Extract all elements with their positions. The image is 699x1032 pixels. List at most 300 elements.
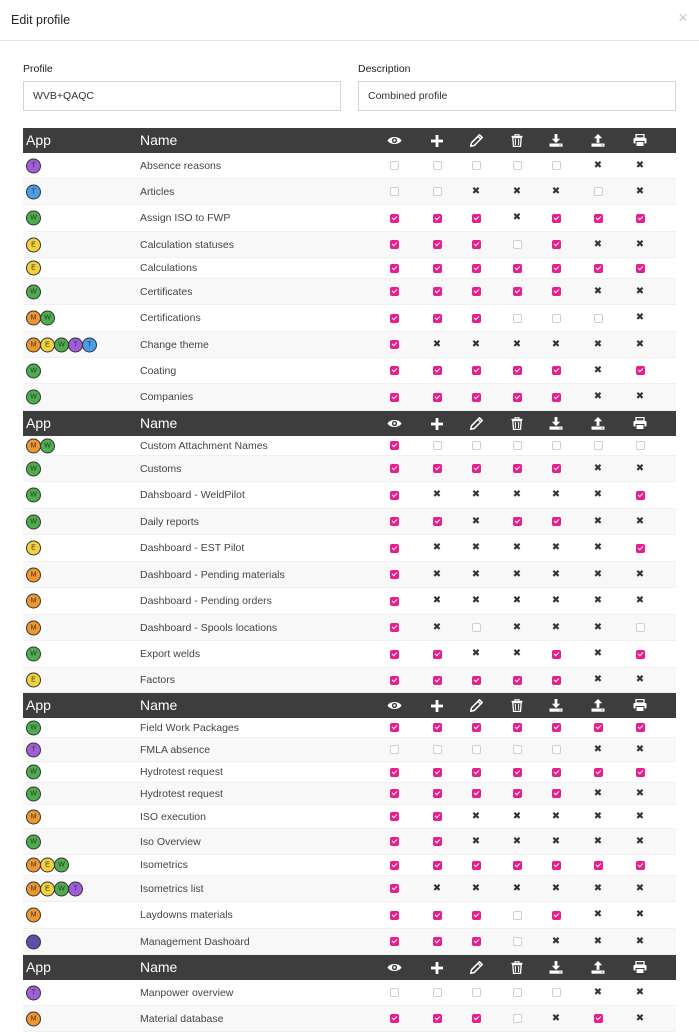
delete-checkbox[interactable] <box>512 366 522 376</box>
print-checkbox[interactable] <box>635 767 645 777</box>
permission-unavailable-icon <box>635 313 645 323</box>
upload-icon <box>590 698 606 713</box>
checkbox-box[interactable] <box>513 161 522 170</box>
edit-checkbox[interactable] <box>471 263 481 273</box>
checkbox-box[interactable] <box>390 988 399 997</box>
add-checkbox[interactable] <box>432 213 442 223</box>
print-checkbox[interactable] <box>635 441 645 451</box>
delete-checkbox[interactable] <box>512 937 522 947</box>
checkbox-box[interactable] <box>552 314 561 323</box>
checkbox-box[interactable] <box>552 789 561 798</box>
delete-checkbox[interactable] <box>512 392 522 402</box>
view-checkbox[interactable] <box>389 213 399 223</box>
add-checkbox[interactable] <box>432 860 442 870</box>
checkbox-box[interactable] <box>433 1014 442 1023</box>
checkbox-box[interactable] <box>433 441 442 450</box>
checkbox-box[interactable] <box>433 745 442 754</box>
checkbox-box[interactable] <box>472 240 481 249</box>
view-checkbox[interactable] <box>389 884 399 894</box>
checkbox-box[interactable] <box>552 393 561 402</box>
checkbox-box[interactable] <box>513 366 522 375</box>
checkbox-box[interactable] <box>552 287 561 296</box>
checkbox-box[interactable] <box>513 517 522 526</box>
checkbox-box[interactable] <box>552 768 561 777</box>
checkbox-box[interactable] <box>472 393 481 402</box>
checkbox-box[interactable] <box>636 214 645 223</box>
view-checkbox[interactable] <box>389 340 399 350</box>
view-checkbox[interactable] <box>389 543 399 553</box>
print-checkbox[interactable] <box>635 490 645 500</box>
checkbox-box[interactable] <box>552 745 561 754</box>
add-checkbox[interactable] <box>432 263 442 273</box>
add-checkbox[interactable] <box>432 937 442 947</box>
delete-checkbox[interactable] <box>512 263 522 273</box>
edit-checkbox[interactable] <box>471 1014 481 1024</box>
x-icon: ✖ <box>551 595 561 606</box>
checkbox-box[interactable] <box>513 937 522 946</box>
checkbox-box[interactable] <box>594 441 603 450</box>
checkbox-box[interactable] <box>513 441 522 450</box>
add-checkbox[interactable] <box>432 313 442 323</box>
delete-checkbox[interactable] <box>512 745 522 755</box>
download-checkbox[interactable] <box>551 313 561 323</box>
view-checkbox[interactable] <box>389 767 399 777</box>
checkbox-box[interactable] <box>636 544 645 553</box>
upload-checkbox[interactable] <box>593 723 603 733</box>
checkbox-box[interactable] <box>513 240 522 249</box>
delete-checkbox[interactable] <box>512 675 522 685</box>
checkbox-box[interactable] <box>472 464 481 473</box>
download-checkbox[interactable] <box>551 767 561 777</box>
checkbox-box[interactable] <box>433 366 442 375</box>
checkbox-box[interactable] <box>472 768 481 777</box>
checkbox-box[interactable] <box>552 161 561 170</box>
checkbox-box[interactable] <box>472 911 481 920</box>
checkbox-box[interactable] <box>390 650 399 659</box>
checkbox-box[interactable] <box>390 623 399 632</box>
view-checkbox[interactable] <box>389 187 399 197</box>
permission-unavailable-icon <box>551 837 561 847</box>
checkbox-box[interactable] <box>390 937 399 946</box>
edit-checkbox[interactable] <box>471 723 481 733</box>
checkbox-box[interactable] <box>433 768 442 777</box>
view-checkbox[interactable] <box>389 937 399 947</box>
checkbox-box[interactable] <box>433 723 442 732</box>
view-checkbox[interactable] <box>389 789 399 799</box>
checkbox-box[interactable] <box>513 264 522 273</box>
add-checkbox[interactable] <box>432 464 442 474</box>
delete-checkbox[interactable] <box>512 517 522 527</box>
checkbox-box[interactable] <box>552 861 561 870</box>
download-checkbox[interactable] <box>551 213 561 223</box>
delete-checkbox[interactable] <box>512 723 522 733</box>
permission-unavailable-icon <box>551 570 561 580</box>
view-checkbox[interactable] <box>389 910 399 920</box>
checkbox-box[interactable] <box>433 837 442 846</box>
upload-checkbox[interactable] <box>593 1014 603 1024</box>
print-checkbox[interactable] <box>635 723 645 733</box>
checkbox-box[interactable] <box>472 745 481 754</box>
edit-checkbox[interactable] <box>471 860 481 870</box>
permission-unavailable-icon <box>635 988 645 998</box>
add-checkbox[interactable] <box>432 240 442 250</box>
upload-checkbox[interactable] <box>593 187 603 197</box>
checkbox-box[interactable] <box>513 393 522 402</box>
checkbox-box[interactable] <box>433 650 442 659</box>
view-checkbox[interactable] <box>389 392 399 402</box>
delete-checkbox[interactable] <box>512 860 522 870</box>
edit-checkbox[interactable] <box>471 623 481 633</box>
download-checkbox[interactable] <box>551 675 561 685</box>
close-icon[interactable]: × <box>678 8 688 27</box>
view-checkbox[interactable] <box>389 596 399 606</box>
checkbox-box[interactable] <box>433 988 442 997</box>
checkbox-box[interactable] <box>390 187 399 196</box>
checkbox-box[interactable] <box>636 623 645 632</box>
permission-unavailable-icon <box>471 837 481 847</box>
checkbox-box[interactable] <box>513 861 522 870</box>
print-checkbox[interactable] <box>635 543 645 553</box>
checkbox-box[interactable] <box>513 676 522 685</box>
checkbox-box[interactable] <box>433 393 442 402</box>
edit-checkbox[interactable] <box>471 767 481 777</box>
edit-checkbox[interactable] <box>471 745 481 755</box>
checkbox-box[interactable] <box>552 650 561 659</box>
row-name: Customs <box>140 462 182 475</box>
download-checkbox[interactable] <box>551 240 561 250</box>
checkbox-box[interactable] <box>513 745 522 754</box>
checkbox-box[interactable] <box>636 264 645 273</box>
checkbox-box[interactable] <box>513 988 522 997</box>
checkbox-box[interactable] <box>594 214 603 223</box>
view-checkbox[interactable] <box>389 263 399 273</box>
checkbox-box[interactable] <box>594 861 603 870</box>
checkbox-box[interactable] <box>433 812 442 821</box>
download-checkbox[interactable] <box>551 263 561 273</box>
download-checkbox[interactable] <box>551 860 561 870</box>
upload-checkbox[interactable] <box>593 313 603 323</box>
delete-checkbox[interactable] <box>512 161 522 171</box>
checkbox-box[interactable] <box>390 240 399 249</box>
upload-checkbox[interactable] <box>593 213 603 223</box>
download-checkbox[interactable] <box>551 517 561 527</box>
checkbox-box[interactable] <box>390 517 399 526</box>
checkbox-box[interactable] <box>390 214 399 223</box>
checkbox-box[interactable] <box>552 988 561 997</box>
checkbox-box[interactable] <box>513 911 522 920</box>
checkbox-box[interactable] <box>390 491 399 500</box>
checkbox-box[interactable] <box>594 723 603 732</box>
row-name: Dashboard - Pending orders <box>140 595 272 607</box>
add-checkbox[interactable] <box>432 441 442 451</box>
edit-checkbox[interactable] <box>471 937 481 947</box>
checkbox-box[interactable] <box>552 464 561 473</box>
checkbox-box[interactable] <box>513 768 522 777</box>
download-checkbox[interactable] <box>551 287 561 297</box>
checkbox-box[interactable] <box>433 240 442 249</box>
checkbox-box[interactable] <box>552 911 561 920</box>
checkbox-box[interactable] <box>472 988 481 997</box>
view-checkbox[interactable] <box>389 623 399 633</box>
checkbox-box[interactable] <box>472 1014 481 1023</box>
view-checkbox[interactable] <box>389 287 399 297</box>
download-checkbox[interactable] <box>551 789 561 799</box>
add-checkbox[interactable] <box>432 517 442 527</box>
checkbox-box[interactable] <box>552 723 561 732</box>
view-checkbox[interactable] <box>389 517 399 527</box>
edit-checkbox[interactable] <box>471 464 481 474</box>
delete-checkbox[interactable] <box>512 789 522 799</box>
checkbox-box[interactable] <box>390 745 399 754</box>
delete-checkbox[interactable] <box>512 240 522 250</box>
add-checkbox[interactable] <box>432 675 442 685</box>
download-checkbox[interactable] <box>551 464 561 474</box>
checkbox-box[interactable] <box>390 161 399 170</box>
view-checkbox[interactable] <box>389 675 399 685</box>
view-checkbox[interactable] <box>389 1014 399 1024</box>
checkbox-box[interactable] <box>636 441 645 450</box>
checkbox-box[interactable] <box>472 287 481 296</box>
delete-checkbox[interactable] <box>512 910 522 920</box>
print-checkbox[interactable] <box>635 860 645 870</box>
checkbox-box[interactable] <box>472 366 481 375</box>
checkbox-box[interactable] <box>390 264 399 273</box>
add-checkbox[interactable] <box>432 812 442 822</box>
app-badges <box>26 934 40 949</box>
download-checkbox[interactable] <box>551 392 561 402</box>
checkbox-box[interactable] <box>472 937 481 946</box>
checkbox-box[interactable] <box>390 812 399 821</box>
delete-checkbox[interactable] <box>512 464 522 474</box>
checkbox-box[interactable] <box>594 1014 603 1023</box>
row-name: ISO execution <box>140 810 206 823</box>
download-checkbox[interactable] <box>551 988 561 998</box>
checkbox-box[interactable] <box>513 723 522 732</box>
column-header-name: Name <box>140 959 178 975</box>
row-name: Manpower overview <box>140 986 234 999</box>
add-checkbox[interactable] <box>432 745 442 755</box>
checkbox-box[interactable] <box>433 464 442 473</box>
view-checkbox[interactable] <box>389 366 399 376</box>
checkbox-box[interactable] <box>594 264 603 273</box>
add-checkbox[interactable] <box>432 187 442 197</box>
checkbox-box[interactable] <box>472 264 481 273</box>
print-checkbox[interactable] <box>635 366 645 376</box>
print-checkbox[interactable] <box>635 623 645 633</box>
checkbox-box[interactable] <box>433 676 442 685</box>
checkbox-box[interactable] <box>390 393 399 402</box>
checkbox-box[interactable] <box>472 789 481 798</box>
add-checkbox[interactable] <box>432 837 442 847</box>
checkbox-box[interactable] <box>390 789 399 798</box>
checkbox-box[interactable] <box>433 187 442 196</box>
checkbox-box[interactable] <box>472 676 481 685</box>
checkbox-box[interactable] <box>472 623 481 632</box>
checkbox-box[interactable] <box>636 366 645 375</box>
checkbox-box[interactable] <box>472 161 481 170</box>
checkbox-box[interactable] <box>433 911 442 920</box>
checkbox-box[interactable] <box>513 287 522 296</box>
checkbox-box[interactable] <box>433 861 442 870</box>
checkbox-box[interactable] <box>433 314 442 323</box>
upload-checkbox[interactable] <box>593 441 603 451</box>
edit-checkbox[interactable] <box>471 287 481 297</box>
checkbox-box[interactable] <box>433 287 442 296</box>
checkbox-box[interactable] <box>513 314 522 323</box>
checkbox-box[interactable] <box>390 1014 399 1023</box>
checkbox-box[interactable] <box>594 187 603 196</box>
edit-checkbox[interactable] <box>471 313 481 323</box>
checkbox-box[interactable] <box>594 768 603 777</box>
checkbox-box[interactable] <box>552 676 561 685</box>
edit-checkbox[interactable] <box>471 910 481 920</box>
x-icon: ✖ <box>471 542 481 553</box>
checkbox-box[interactable] <box>552 240 561 249</box>
download-checkbox[interactable] <box>551 649 561 659</box>
view-checkbox[interactable] <box>389 161 399 171</box>
upload-checkbox[interactable] <box>593 860 603 870</box>
download-checkbox[interactable] <box>551 161 561 171</box>
x-icon: ✖ <box>593 595 603 606</box>
checkbox-box[interactable] <box>552 366 561 375</box>
delete-checkbox[interactable] <box>512 1014 522 1024</box>
delete-checkbox[interactable] <box>512 287 522 297</box>
add-checkbox[interactable] <box>432 161 442 171</box>
view-checkbox[interactable] <box>389 441 399 451</box>
view-checkbox[interactable] <box>389 860 399 870</box>
checkbox-box[interactable] <box>433 789 442 798</box>
checkbox-box[interactable] <box>433 161 442 170</box>
view-checkbox[interactable] <box>389 240 399 250</box>
description-input[interactable] <box>358 81 676 111</box>
checkbox-box[interactable] <box>636 491 645 500</box>
checkbox-box[interactable] <box>390 366 399 375</box>
checkbox-box[interactable] <box>636 861 645 870</box>
view-checkbox[interactable] <box>389 570 399 580</box>
checkbox-box[interactable] <box>390 464 399 473</box>
add-checkbox[interactable] <box>432 767 442 777</box>
edit-checkbox[interactable] <box>471 675 481 685</box>
checkbox-box[interactable] <box>472 214 481 223</box>
add-checkbox[interactable] <box>432 910 442 920</box>
view-checkbox[interactable] <box>389 745 399 755</box>
table-row <box>23 929 676 955</box>
download-checkbox[interactable] <box>551 910 561 920</box>
checkbox-box[interactable] <box>390 768 399 777</box>
permission-unavailable-icon <box>635 464 645 474</box>
checkbox-box[interactable] <box>472 441 481 450</box>
checkbox-box[interactable] <box>390 441 399 450</box>
edit-checkbox[interactable] <box>471 213 481 223</box>
add-checkbox[interactable] <box>432 649 442 659</box>
checkbox-box[interactable] <box>390 597 399 606</box>
delete-checkbox[interactable] <box>512 767 522 777</box>
delete-checkbox[interactable] <box>512 313 522 323</box>
edit-checkbox[interactable] <box>471 366 481 376</box>
checkbox-box[interactable] <box>390 676 399 685</box>
checkbox-box[interactable] <box>390 884 399 893</box>
checkbox-box[interactable] <box>552 441 561 450</box>
checkbox-box[interactable] <box>472 314 481 323</box>
edit-checkbox[interactable] <box>471 240 481 250</box>
checkbox-box[interactable] <box>433 937 442 946</box>
upload-checkbox[interactable] <box>593 263 603 273</box>
add-checkbox[interactable] <box>432 366 442 376</box>
add-checkbox[interactable] <box>432 287 442 297</box>
checkbox-box[interactable] <box>472 861 481 870</box>
checkbox-box[interactable] <box>594 314 603 323</box>
download-checkbox[interactable] <box>551 366 561 376</box>
checkbox-box[interactable] <box>636 768 645 777</box>
view-checkbox[interactable] <box>389 723 399 733</box>
edit-checkbox[interactable] <box>471 988 481 998</box>
checkbox-box[interactable] <box>433 214 442 223</box>
checkbox-box[interactable] <box>472 723 481 732</box>
checkbox-box[interactable] <box>390 570 399 579</box>
checkbox-box[interactable] <box>390 340 399 349</box>
upload-checkbox[interactable] <box>593 767 603 777</box>
permission-unavailable-icon <box>635 837 645 847</box>
checkbox-box[interactable] <box>433 264 442 273</box>
checkbox-box[interactable] <box>552 517 561 526</box>
add-checkbox[interactable] <box>432 988 442 998</box>
download-checkbox[interactable] <box>551 441 561 451</box>
print-checkbox[interactable] <box>635 213 645 223</box>
eye-icon <box>386 698 402 713</box>
profile-input[interactable] <box>23 81 341 111</box>
checkbox-box[interactable] <box>390 723 399 732</box>
view-checkbox[interactable] <box>389 313 399 323</box>
download-checkbox[interactable] <box>551 723 561 733</box>
add-checkbox[interactable] <box>432 723 442 733</box>
checkbox-box[interactable] <box>552 264 561 273</box>
view-checkbox[interactable] <box>389 988 399 998</box>
checkbox-box[interactable] <box>636 650 645 659</box>
checkbox-box[interactable] <box>552 214 561 223</box>
add-checkbox[interactable] <box>432 392 442 402</box>
edit-checkbox[interactable] <box>471 161 481 171</box>
edit-checkbox[interactable] <box>471 441 481 451</box>
checkbox-box[interactable] <box>390 314 399 323</box>
add-checkbox[interactable] <box>432 789 442 799</box>
print-checkbox[interactable] <box>635 263 645 273</box>
download-checkbox[interactable] <box>551 745 561 755</box>
checkbox-box[interactable] <box>390 911 399 920</box>
view-checkbox[interactable] <box>389 649 399 659</box>
checkbox-box[interactable] <box>390 544 399 553</box>
edit-checkbox[interactable] <box>471 392 481 402</box>
delete-checkbox[interactable] <box>512 441 522 451</box>
checkbox-box[interactable] <box>390 287 399 296</box>
row-name: Iso Overview <box>140 835 201 848</box>
delete-checkbox[interactable] <box>512 988 522 998</box>
checkbox-box[interactable] <box>390 861 399 870</box>
checkbox-box[interactable] <box>390 837 399 846</box>
checkbox-box[interactable] <box>433 517 442 526</box>
checkbox-box[interactable] <box>636 723 645 732</box>
view-checkbox[interactable] <box>389 464 399 474</box>
checkbox-box[interactable] <box>513 789 522 798</box>
print-checkbox[interactable] <box>635 649 645 659</box>
add-checkbox[interactable] <box>432 1014 442 1024</box>
checkbox-box[interactable] <box>513 464 522 473</box>
download-icon <box>548 960 564 975</box>
checkbox-box[interactable] <box>513 1014 522 1023</box>
view-checkbox[interactable] <box>389 837 399 847</box>
edit-checkbox[interactable] <box>471 789 481 799</box>
view-checkbox[interactable] <box>389 490 399 500</box>
view-checkbox[interactable] <box>389 812 399 822</box>
